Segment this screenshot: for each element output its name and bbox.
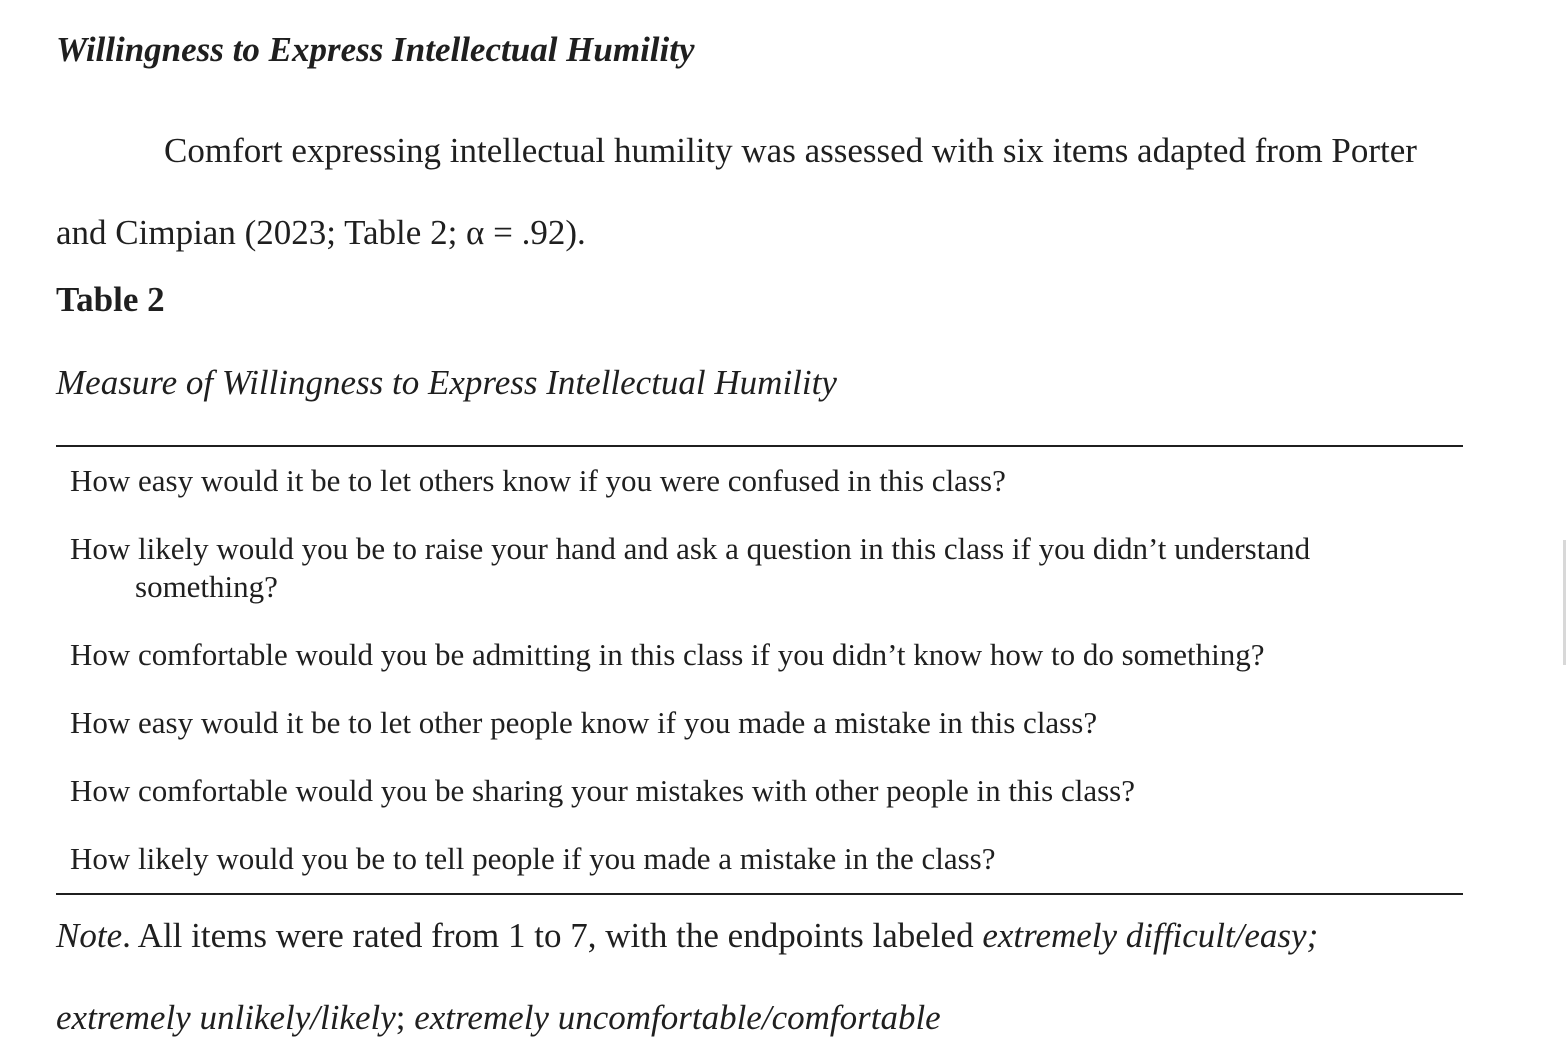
note-anchor-uncomfortable-comfortable: extremely uncomfortable/comfortable (414, 998, 941, 1037)
table-top-rule (56, 445, 1463, 447)
table-item: How likely would you be to raise your hand and ask a question in this class if you didn’t understand something? (70, 531, 1311, 604)
note-label: Note (56, 916, 123, 955)
note-text: . All items were rated from 1 to 7, with the endpoints labeled (122, 916, 983, 955)
note-separator: ; (395, 998, 415, 1037)
table-item-list (70, 462, 1450, 878)
table-item: How easy would it be to let other people know if you made a mistake in this class? (70, 705, 1098, 740)
table-item: How easy would it be to let others know if you were confused in this class? (70, 463, 1006, 498)
paragraph-text: Comfort expressing intellectual humility was assessed with six items adapted from Porter and Cimpian (2023; Table 2; α = .92). (56, 131, 1417, 252)
section-heading: Willingness to Express Intellectual Humility (56, 30, 695, 69)
body-paragraph (56, 110, 1476, 274)
table-item: How likely would you be to tell people if you made a mistake in the class? (70, 841, 996, 876)
table-item: How comfortable would you be admitting in this class if you didn’t know how to do something? (70, 637, 1265, 672)
table-note (56, 895, 1476, 1059)
table-number: Table 2 (56, 280, 165, 319)
table-title: Measure of Willingness to Express Intellectual Humility (56, 363, 837, 402)
note-anchor-unlikely-likely: extremely unlikely/likely (56, 998, 396, 1037)
note-anchor-difficult-easy: extremely difficult/easy; (982, 916, 1319, 955)
table-item: How comfortable would you be sharing your mistakes with other people in this class? (70, 773, 1135, 808)
